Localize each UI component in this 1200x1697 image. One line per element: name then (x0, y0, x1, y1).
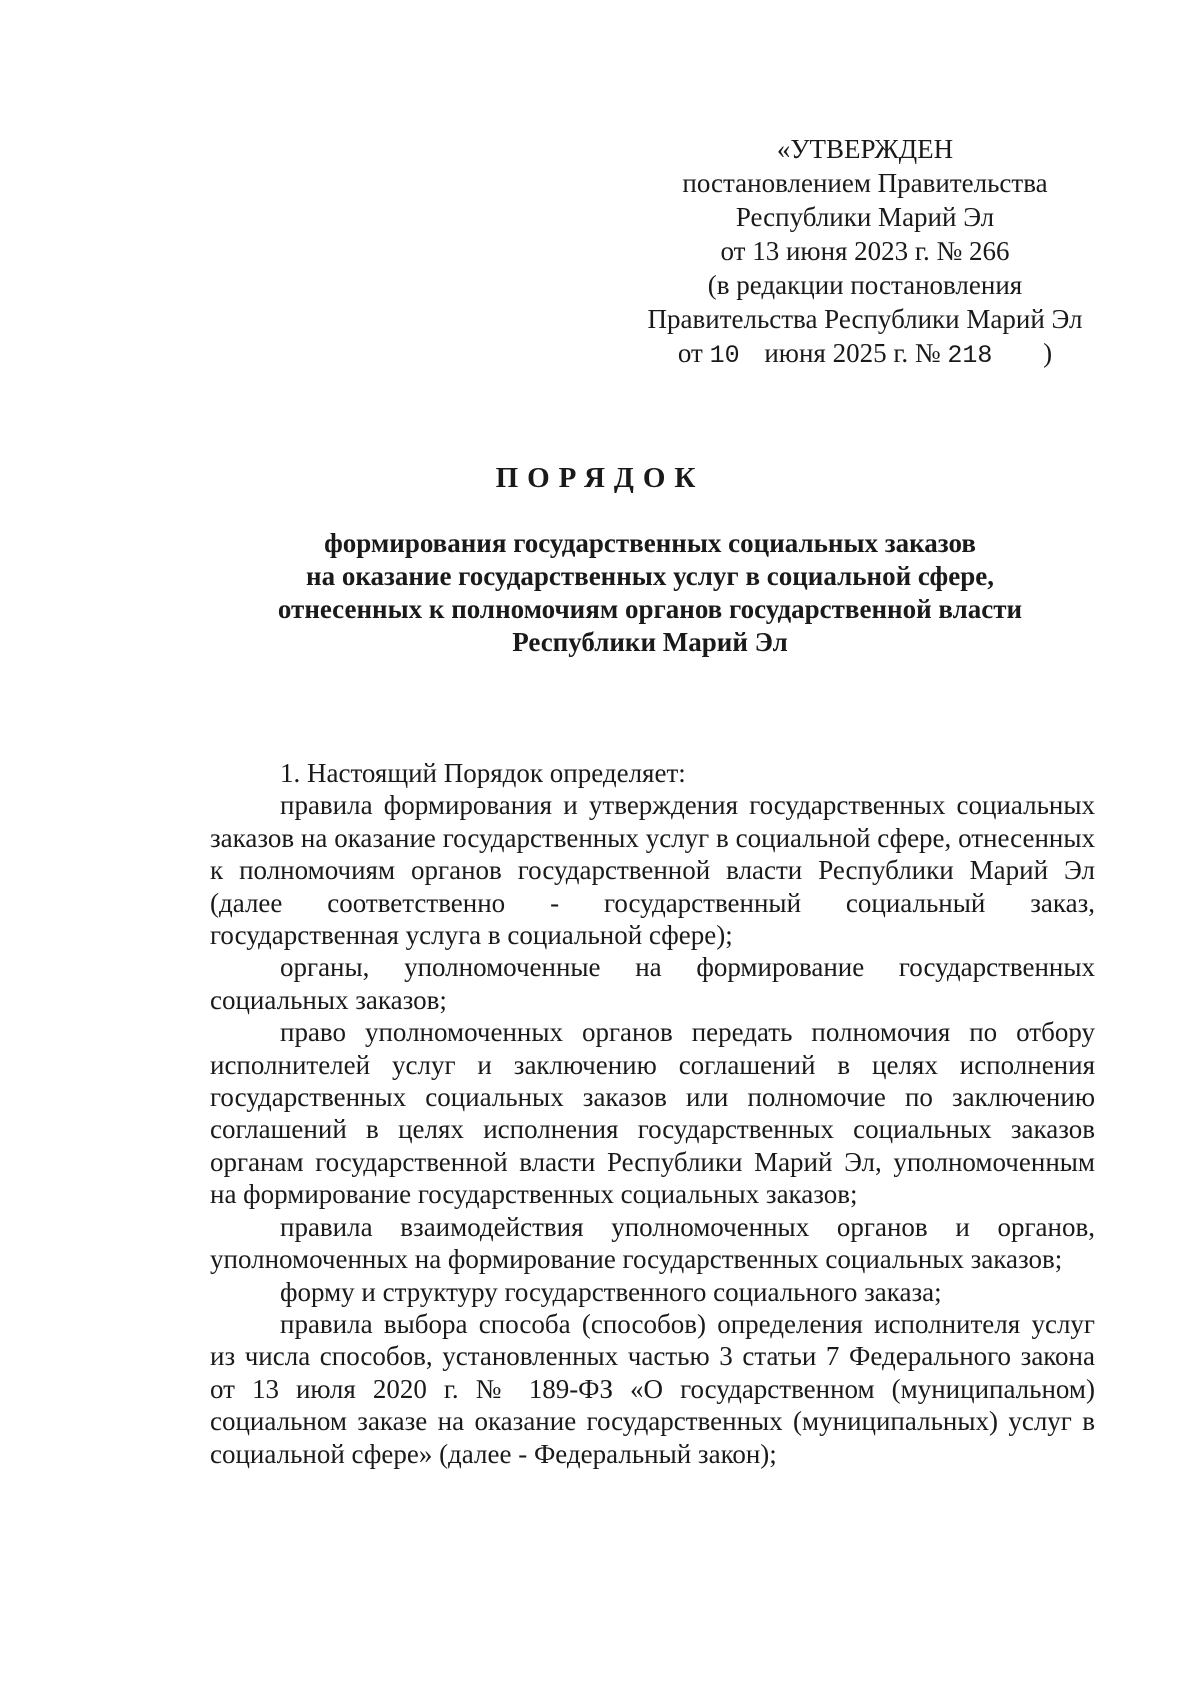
subtitle-line: на оказание государственных услуг в социальной сфере, (306, 561, 994, 591)
approval-stamp (620, 132, 1110, 373)
document-title: ПОРЯДОК (495, 462, 705, 494)
document-subtitle (200, 527, 1100, 659)
paragraph: органы, уполномоченные на формирование государственных социальных заказов; (210, 952, 1095, 1015)
subtitle-line: формирования государственных социальных заказов (324, 528, 976, 558)
approval-line: Республики Марий Эл (735, 202, 995, 232)
paragraph: правила формирования и утверждения государственных социальных заказов на оказание государственных услуг в социальной сфере, отнесенных к полномочиям органов государственной власти Республики Марий Эл (далее соответственно - государственный социальный заказ, государственная услуга в социальной сфере); (210, 790, 1095, 951)
approval-line: Правительства Республики Марий Эл (647, 304, 1083, 334)
approval-line: (в редакции постановления (707, 270, 1023, 300)
paragraph: 1. Настоящий Порядок определяет: (280, 758, 686, 788)
document-body (210, 757, 1095, 1470)
subtitle-line: Республики Марий Эл (512, 627, 788, 657)
paragraph: правила выбора способа (способов) определения исполнителя услуг из числа способов, установленных частью 3 статьи 7 Федерального закона от 13 июля 2020 г. № 189-ФЗ «О государственном (муниципальном) социальном заказе на оказание государственных (муниципальных) услуг в социальной сфере» (далее - Федеральный закон); (210, 1308, 1095, 1469)
approval-date-line (620, 336, 1110, 373)
date-day: 10 (709, 341, 740, 370)
paragraph: форму и структуру государственного социального заказа; (280, 1276, 942, 1307)
approval-line: «УТВЕРЖДЕН (776, 134, 954, 164)
date-prefix: от (677, 338, 703, 368)
subtitle-line: отнесенных к полномочиям органов государственной власти (277, 594, 1023, 624)
approval-line: постановлением Правительства (682, 168, 1048, 198)
approval-line: от 13 июня 2023 г. № 266 (720, 236, 1010, 266)
paragraph: правила взаимодействия уполномоченных органов и органов, уполномоченных на формирование государственных социальных заказов; (210, 1211, 1095, 1275)
date-middle: июня 2025 г. № (764, 338, 941, 368)
paragraph: право уполномоченных органов передать полномочия по отбору исполнителей услуг и заключению соглашений в целях исполнения государственных социальных заказов или полномочие по заключению соглашений в целях исполнения государственных социальных заказов органам государственной власти Республики Марий Эл, уполномоченным на формирование государственных социальных заказов; (210, 1017, 1095, 1210)
decree-number: 218 (947, 341, 993, 370)
date-suffix: ) (1043, 338, 1053, 368)
